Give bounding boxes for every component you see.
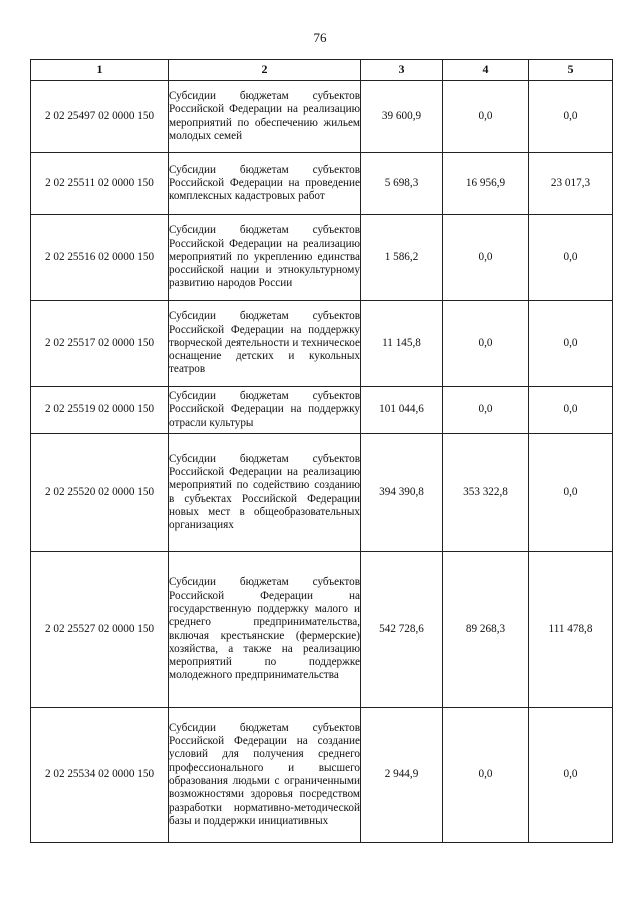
value-col3: 394 390,8: [361, 434, 443, 552]
table-row: [31, 301, 613, 387]
table-row: [31, 387, 613, 434]
budget-code: 2 02 25517 02 0000 150: [31, 301, 169, 387]
budget-code: 2 02 25511 02 0000 150: [31, 153, 169, 215]
column-header-2: 2: [169, 60, 361, 81]
value-col4: 0,0: [443, 215, 529, 301]
value-col3: 1 586,2: [361, 215, 443, 301]
value-col5: 0,0: [529, 434, 613, 552]
description: Субсидии бюджетам субъектов Российской Федерации на реализацию мероприятий по укреплению единства российской нации и этнокультурному развитию народов России: [169, 215, 361, 301]
budget-code: 2 02 25534 02 0000 150: [31, 708, 169, 843]
description: Субсидии бюджетам субъектов Российской Федерации на проведение комплексных кадастровых работ: [169, 153, 361, 215]
value-col4: 0,0: [443, 301, 529, 387]
value-col4: 0,0: [443, 81, 529, 153]
value-col5: 0,0: [529, 215, 613, 301]
budget-code: 2 02 25497 02 0000 150: [31, 81, 169, 153]
value-col5: 23 017,3: [529, 153, 613, 215]
budget-code: 2 02 25516 02 0000 150: [31, 215, 169, 301]
value-col5: 0,0: [529, 301, 613, 387]
table-row: [31, 552, 613, 708]
value-col3: 2 944,9: [361, 708, 443, 843]
value-col5: 0,0: [529, 387, 613, 434]
budget-table: [30, 59, 613, 843]
table-row: [31, 708, 613, 843]
description: Субсидии бюджетам субъектов Российской Федерации на реализацию мероприятий по содействию созданию в субъектах Российской Федерации новых мест в общеобразовательных организациях: [169, 434, 361, 552]
page-number: 76: [313, 30, 327, 45]
value-col4: 16 956,9: [443, 153, 529, 215]
description: Субсидии бюджетам субъектов Российской Федерации на создание условий для получения среднего профессионального и высшего образования людьми с ограниченными возможностями здоровья посредством разработки нормативно-методической базы и поддержки инициативных: [169, 708, 361, 843]
column-header-3: 3: [361, 60, 443, 81]
value-col5: 0,0: [529, 708, 613, 843]
column-header-5: 5: [529, 60, 613, 81]
description: Субсидии бюджетам субъектов Российской Федерации на реализацию мероприятий по обеспечению жильем молодых семей: [169, 81, 361, 153]
value-col4: 0,0: [443, 387, 529, 434]
table-row: [31, 153, 613, 215]
value-col4: 0,0: [443, 708, 529, 843]
value-col3: 5 698,3: [361, 153, 443, 215]
table-header-row: [31, 60, 613, 81]
value-col3: 11 145,8: [361, 301, 443, 387]
budget-code: 2 02 25520 02 0000 150: [31, 434, 169, 552]
value-col4: 89 268,3: [443, 552, 529, 708]
column-header-1: 1: [31, 60, 169, 81]
value-col5: 111 478,8: [529, 552, 613, 708]
table-row: [31, 215, 613, 301]
description: Субсидии бюджетам субъектов Российской Федерации на поддержку отрасли культуры: [169, 387, 361, 434]
column-header-4: 4: [443, 60, 529, 81]
value-col3: 101 044,6: [361, 387, 443, 434]
description: Субсидии бюджетам субъектов Российской Федерации на поддержку творческой деятельности и техническое оснащение детских и кукольных театров: [169, 301, 361, 387]
budget-code: 2 02 25519 02 0000 150: [31, 387, 169, 434]
budget-code: 2 02 25527 02 0000 150: [31, 552, 169, 708]
value-col5: 0,0: [529, 81, 613, 153]
value-col3: 39 600,9: [361, 81, 443, 153]
value-col4: 353 322,8: [443, 434, 529, 552]
table-row: [31, 434, 613, 552]
description: Субсидии бюджетам субъектов Российской Федерации на государственную поддержку малого и среднего предпринимательства, включая крестьянские (фермерские) хозяйства, а также на реализацию мероприятий по поддержке молодежного предпринимательства: [169, 552, 361, 708]
table-row: [31, 81, 613, 153]
value-col3: 542 728,6: [361, 552, 443, 708]
